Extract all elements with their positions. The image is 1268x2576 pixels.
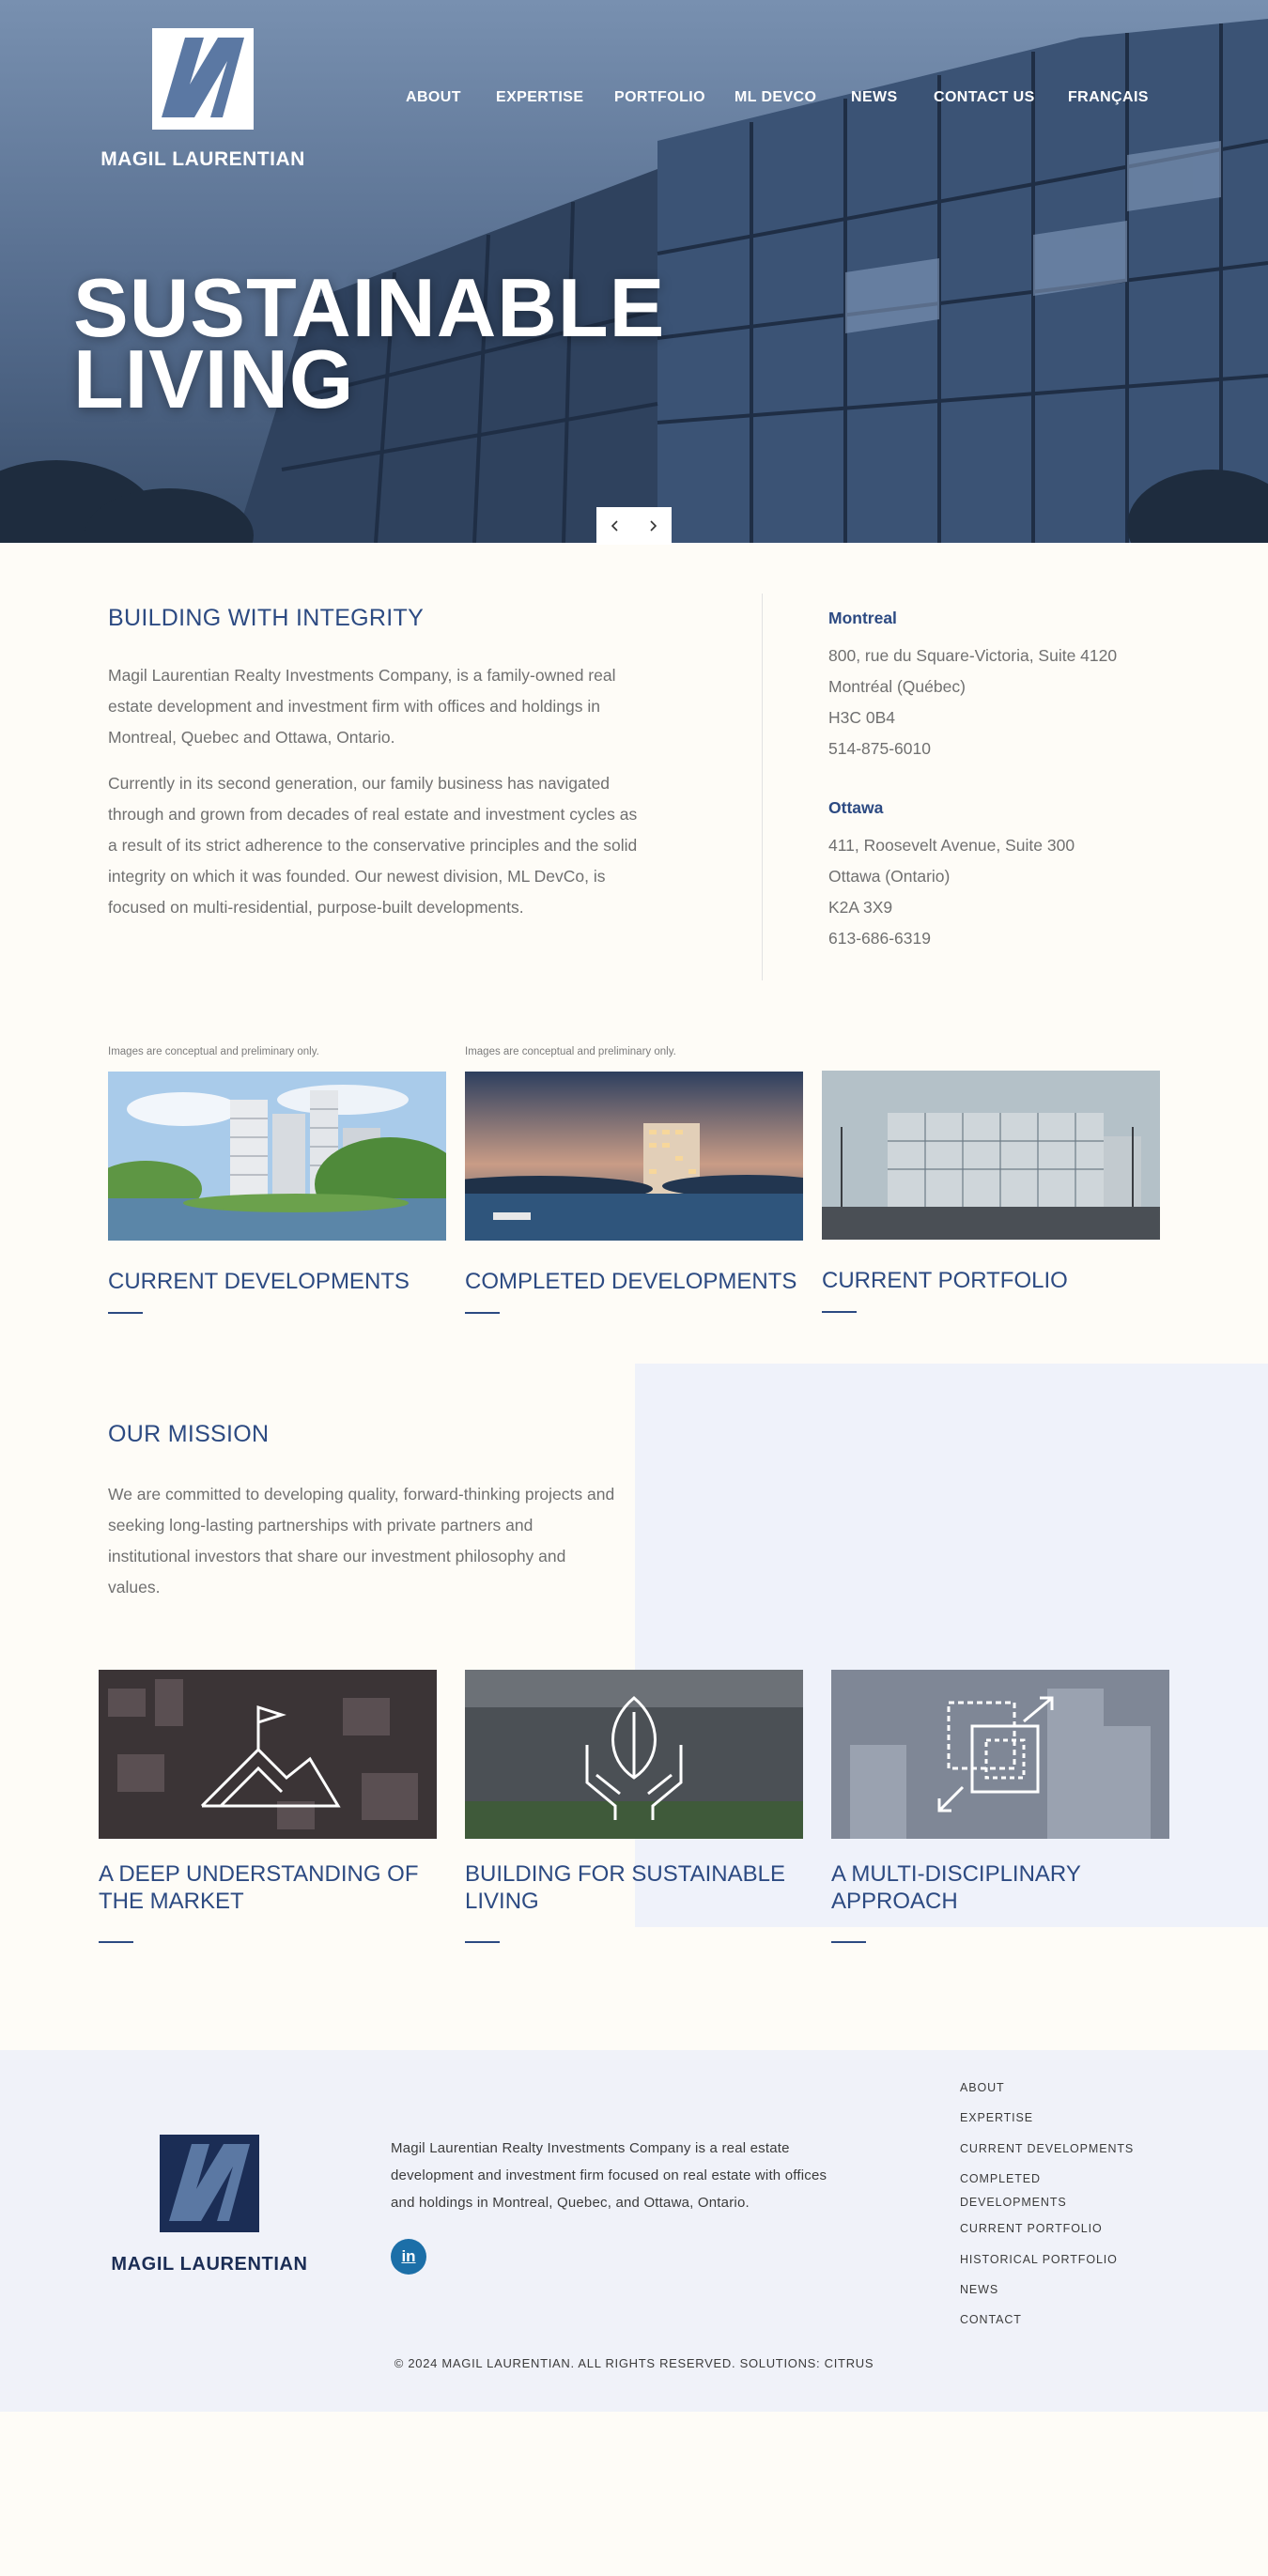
nav-expertise[interactable]: EXPERTISE <box>496 89 584 105</box>
footer-nav-about[interactable]: ABOUT <box>960 2081 1005 2094</box>
mission-background-panel <box>635 1364 1268 1927</box>
image-disclaimer: Images are conceptual and preliminary only. <box>108 1046 319 1057</box>
slider-next-button[interactable] <box>634 507 672 545</box>
title-underline <box>465 1312 500 1314</box>
completed-developments-image[interactable] <box>465 1072 803 1241</box>
title-underline <box>99 1941 133 1943</box>
title-underline <box>831 1941 866 1943</box>
multi-disciplinary-image <box>831 1670 1169 1839</box>
footer-logo-link[interactable] <box>107 2135 312 2275</box>
hero-title-line1: SUSTAINABLE <box>73 261 666 354</box>
market-understanding-image <box>99 1670 437 1839</box>
footer-nav-completed-developments-line2[interactable]: DEVELOPMENTS <box>960 2196 1067 2209</box>
current-developments-image[interactable] <box>108 1072 446 1241</box>
footer-nav-news[interactable]: NEWS <box>960 2283 999 2296</box>
office-address-line: Ottawa (Ontario) <box>828 867 951 886</box>
slider-controls <box>596 507 672 545</box>
credit-link[interactable]: SOLUTIONS: CITRUS <box>739 2356 874 2370</box>
intro-heading: BUILDING WITH INTEGRITY <box>108 605 425 631</box>
office-postal-code: K2A 3X9 <box>828 898 893 917</box>
vertical-divider <box>762 594 763 980</box>
copyright <box>0 2356 1268 2370</box>
footer-logo-mark-icon <box>160 2135 259 2232</box>
title-underline <box>822 1311 857 1313</box>
completed-developments-link[interactable]: COMPLETED DEVELOPMENTS <box>465 1269 797 1294</box>
value-title-multidisciplinary: A MULTI-DISCIPLINARY APPROACH <box>831 1861 1081 1914</box>
office-address-line: Montréal (Québec) <box>828 677 966 696</box>
nav-ml-devco[interactable]: ML DEVCO <box>735 89 817 105</box>
footer-nav-contact[interactable]: CONTACT <box>960 2313 1022 2326</box>
footer-nav-historical-portfolio[interactable]: HISTORICAL PORTFOLIO <box>960 2253 1118 2266</box>
footer-nav-current-developments[interactable]: CURRENT DEVELOPMENTS <box>960 2142 1135 2155</box>
hero-title <box>73 261 666 425</box>
current-portfolio-image[interactable] <box>822 1071 1160 1240</box>
office-city-ottawa: Ottawa <box>828 798 884 817</box>
nav-francais[interactable]: FRANÇAIS <box>1068 89 1149 105</box>
office-postal-code: H3C 0B4 <box>828 708 896 727</box>
office-phone-link[interactable]: 613-686-6319 <box>828 929 931 948</box>
chevron-left-icon <box>609 519 622 532</box>
footer-description: Magil Laurentian Realty Investments Company is a real estate development and investment firm focused on real estate with offices and holdings in Montreal, Quebec, and Ottawa, Ontario. <box>391 2140 827 2211</box>
nav-about[interactable]: ABOUT <box>406 89 461 105</box>
sustainable-living-image <box>465 1670 803 1839</box>
office-address-line: 800, rue du Square-Victoria, Suite 4120 <box>828 646 1118 665</box>
chevron-right-icon <box>646 519 659 532</box>
office-phone-link[interactable]: 514-875-6010 <box>828 739 931 758</box>
intro-paragraph-2: Currently in its second generation, our family business has navigated through and grown from decades of real estate and investment cycles as a result of its strict adherence to the conservative principles and the solid integrity on which it was founded. Our newest division, ML DevCo, is focused on multi-residential, purpose-built developments. <box>108 774 638 917</box>
footer-logo-wordmark: MAGIL LAURENTIAN <box>111 2254 308 2275</box>
office-address-line: 411, Roosevelt Avenue, Suite 300 <box>828 836 1075 855</box>
current-developments-link[interactable]: CURRENT DEVELOPMENTS <box>108 1269 410 1294</box>
current-portfolio-link[interactable]: CURRENT PORTFOLIO <box>822 1268 1068 1293</box>
footer-nav-current-portfolio[interactable]: CURRENT PORTFOLIO <box>960 2222 1103 2235</box>
slider-prev-button[interactable] <box>596 507 634 545</box>
linkedin-link[interactable] <box>391 2239 426 2275</box>
mission-heading: OUR MISSION <box>108 1421 270 1447</box>
linkedin-icon: in <box>401 2247 416 2265</box>
hero-banner <box>0 0 1268 543</box>
mission-text: We are committed to developing quality, forward-thinking projects and seeking long-lasting partnerships with private partners and institutional investors that share our investment philosophy and values. <box>108 1485 615 1597</box>
title-underline <box>465 1941 500 1943</box>
nav-contact-us[interactable]: CONTACT US <box>934 89 1035 105</box>
value-title-sustainable: BUILDING FOR SUSTAINABLE LIVING <box>465 1861 785 1914</box>
main-nav <box>0 89 1268 108</box>
title-underline <box>108 1312 143 1314</box>
logo-wordmark: MAGIL LAURENTIAN <box>101 148 305 170</box>
logo-mark-icon <box>152 28 254 130</box>
nav-portfolio[interactable]: PORTFOLIO <box>614 89 705 105</box>
image-disclaimer: Images are conceptual and preliminary only. <box>465 1046 676 1057</box>
value-title-market: A DEEP UNDERSTANDING OF THE MARKET <box>99 1861 419 1914</box>
footer-nav-completed-developments[interactable]: COMPLETED <box>960 2172 1041 2185</box>
hero-title-line2: LIVING <box>73 332 355 425</box>
copyright-text: © 2024 MAGIL LAURENTIAN. ALL RIGHTS RESERVED. <box>394 2356 736 2370</box>
office-city-montreal: Montreal <box>828 609 897 627</box>
nav-news[interactable]: NEWS <box>851 89 898 105</box>
intro-paragraph-1: Magil Laurentian Realty Investments Company, is a family-owned real estate development and investment firm with offices and holdings in Montreal, Quebec and Ottawa, Ontario. <box>108 666 616 747</box>
footer-nav-expertise[interactable]: EXPERTISE <box>960 2111 1034 2124</box>
